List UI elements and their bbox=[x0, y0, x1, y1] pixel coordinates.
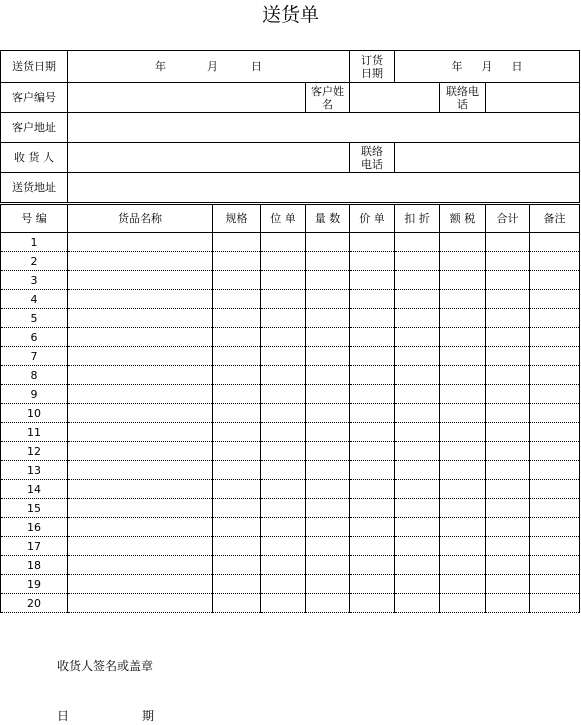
customer-number-field[interactable] bbox=[68, 83, 306, 113]
table-cell[interactable] bbox=[68, 233, 213, 252]
table-row bbox=[1, 271, 580, 290]
row-number: 6 bbox=[1, 328, 68, 347]
column-header: 扣 折 bbox=[395, 205, 440, 233]
table-cell[interactable] bbox=[350, 518, 395, 537]
table-cell[interactable] bbox=[213, 385, 261, 404]
column-header: 位 单 bbox=[261, 205, 306, 233]
table-cell[interactable] bbox=[486, 328, 530, 347]
table-cell[interactable] bbox=[395, 309, 440, 328]
table-cell[interactable] bbox=[68, 537, 213, 556]
date-month-label: 月 bbox=[207, 60, 218, 73]
customer-address-label: 客户地址 bbox=[1, 113, 68, 143]
table-cell[interactable] bbox=[395, 252, 440, 271]
table-cell[interactable] bbox=[68, 252, 213, 271]
table-cell[interactable] bbox=[68, 271, 213, 290]
table-row bbox=[1, 575, 580, 594]
table-cell[interactable] bbox=[306, 423, 350, 442]
table-cell[interactable] bbox=[530, 309, 580, 328]
table-row bbox=[1, 366, 580, 385]
table-cell[interactable] bbox=[306, 556, 350, 575]
delivery-header-table bbox=[0, 50, 580, 203]
table-cell[interactable] bbox=[306, 537, 350, 556]
customer-name-label: 客户姓名 bbox=[306, 83, 350, 113]
table-row bbox=[1, 461, 580, 480]
table-cell[interactable] bbox=[261, 271, 306, 290]
table-cell[interactable] bbox=[486, 575, 530, 594]
table-cell[interactable] bbox=[350, 575, 395, 594]
table-row bbox=[1, 423, 580, 442]
table-cell[interactable] bbox=[350, 480, 395, 499]
column-header: 价 单 bbox=[350, 205, 395, 233]
table-cell[interactable] bbox=[261, 252, 306, 271]
table-cell[interactable] bbox=[68, 461, 213, 480]
table-cell[interactable] bbox=[530, 328, 580, 347]
delivery-date-field[interactable] bbox=[68, 51, 350, 83]
phone-label: 联络电话 bbox=[440, 83, 486, 113]
table-cell[interactable] bbox=[530, 252, 580, 271]
table-cell[interactable] bbox=[395, 537, 440, 556]
delivery-date-label: 送货日期 bbox=[1, 51, 68, 83]
table-cell[interactable] bbox=[530, 233, 580, 252]
table-row bbox=[1, 290, 580, 309]
table-cell[interactable] bbox=[350, 499, 395, 518]
column-header: 备注 bbox=[530, 205, 580, 233]
table-cell[interactable] bbox=[213, 537, 261, 556]
table-cell[interactable] bbox=[306, 252, 350, 271]
signature-label: 收货人签名或盖章 bbox=[57, 659, 154, 673]
table-cell[interactable] bbox=[261, 404, 306, 423]
receiver-label: 收 货 人 bbox=[1, 143, 68, 173]
table-cell[interactable] bbox=[306, 309, 350, 328]
table-cell[interactable] bbox=[395, 385, 440, 404]
table-cell[interactable] bbox=[261, 309, 306, 328]
table-cell[interactable] bbox=[261, 594, 306, 613]
table-cell[interactable] bbox=[261, 518, 306, 537]
table-cell[interactable] bbox=[486, 480, 530, 499]
table-cell[interactable] bbox=[306, 385, 350, 404]
order-date-year-label: 年 bbox=[451, 60, 463, 73]
table-cell[interactable] bbox=[261, 423, 306, 442]
table-row bbox=[1, 518, 580, 537]
table-cell[interactable] bbox=[68, 499, 213, 518]
table-cell[interactable] bbox=[350, 404, 395, 423]
row-number: 20 bbox=[1, 594, 68, 613]
table-cell[interactable] bbox=[486, 309, 530, 328]
table-cell[interactable] bbox=[213, 480, 261, 499]
table-cell[interactable] bbox=[213, 309, 261, 328]
table-cell[interactable] bbox=[395, 423, 440, 442]
table-cell[interactable] bbox=[306, 442, 350, 461]
table-cell[interactable] bbox=[440, 404, 486, 423]
table-cell[interactable] bbox=[350, 385, 395, 404]
table-cell[interactable] bbox=[68, 480, 213, 499]
row-number: 9 bbox=[1, 385, 68, 404]
table-cell[interactable] bbox=[68, 347, 213, 366]
table-row bbox=[1, 537, 580, 556]
footer-date-char-1: 日 bbox=[57, 709, 70, 723]
table-row bbox=[1, 233, 580, 252]
table-cell[interactable] bbox=[68, 385, 213, 404]
table-cell[interactable] bbox=[350, 461, 395, 480]
items-table bbox=[0, 204, 580, 613]
table-cell[interactable] bbox=[68, 556, 213, 575]
table-row bbox=[1, 347, 580, 366]
table-cell[interactable] bbox=[486, 271, 530, 290]
table-cell[interactable] bbox=[486, 404, 530, 423]
table-row bbox=[1, 556, 580, 575]
table-cell[interactable] bbox=[440, 423, 486, 442]
delivery-address-label: 送货地址 bbox=[1, 173, 68, 203]
table-cell[interactable] bbox=[530, 404, 580, 423]
phone-label-2: 联络电话 bbox=[350, 143, 395, 173]
table-cell[interactable] bbox=[68, 366, 213, 385]
row-number: 16 bbox=[1, 518, 68, 537]
footer-date-char-2: 期 bbox=[142, 709, 155, 723]
table-cell[interactable] bbox=[213, 594, 261, 613]
table-cell[interactable] bbox=[395, 575, 440, 594]
table-cell[interactable] bbox=[440, 366, 486, 385]
table-cell[interactable] bbox=[486, 423, 530, 442]
table-cell[interactable] bbox=[530, 499, 580, 518]
row-number: 18 bbox=[1, 556, 68, 575]
table-cell[interactable] bbox=[395, 518, 440, 537]
table-cell[interactable] bbox=[486, 537, 530, 556]
table-cell[interactable] bbox=[530, 347, 580, 366]
table-cell[interactable] bbox=[530, 556, 580, 575]
table-cell[interactable] bbox=[213, 461, 261, 480]
order-date-day-label: 日 bbox=[511, 60, 523, 73]
table-cell[interactable] bbox=[395, 442, 440, 461]
customer-name-field[interactable] bbox=[350, 83, 440, 113]
table-cell[interactable] bbox=[530, 461, 580, 480]
table-cell[interactable] bbox=[306, 233, 350, 252]
table-cell[interactable] bbox=[261, 385, 306, 404]
order-date-field[interactable] bbox=[395, 51, 580, 83]
table-cell[interactable] bbox=[213, 575, 261, 594]
table-cell[interactable] bbox=[350, 271, 395, 290]
row-number: 7 bbox=[1, 347, 68, 366]
column-header: 额 税 bbox=[440, 205, 486, 233]
table-cell[interactable] bbox=[306, 404, 350, 423]
table-cell[interactable] bbox=[530, 594, 580, 613]
table-cell[interactable] bbox=[486, 233, 530, 252]
table-cell[interactable] bbox=[486, 290, 530, 309]
table-cell[interactable] bbox=[261, 347, 306, 366]
table-cell[interactable] bbox=[395, 233, 440, 252]
row-number: 14 bbox=[1, 480, 68, 499]
row-number: 10 bbox=[1, 404, 68, 423]
table-cell[interactable] bbox=[68, 309, 213, 328]
row-number: 12 bbox=[1, 442, 68, 461]
table-cell[interactable] bbox=[486, 366, 530, 385]
table-cell[interactable] bbox=[395, 290, 440, 309]
table-cell[interactable] bbox=[213, 271, 261, 290]
table-cell[interactable] bbox=[213, 290, 261, 309]
table-cell[interactable] bbox=[440, 233, 486, 252]
table-cell[interactable] bbox=[486, 518, 530, 537]
table-cell[interactable] bbox=[440, 518, 486, 537]
table-cell[interactable] bbox=[440, 347, 486, 366]
table-cell[interactable] bbox=[350, 442, 395, 461]
table-cell[interactable] bbox=[213, 328, 261, 347]
table-cell[interactable] bbox=[306, 480, 350, 499]
table-cell[interactable] bbox=[440, 575, 486, 594]
table-cell[interactable] bbox=[68, 594, 213, 613]
table-cell[interactable] bbox=[486, 594, 530, 613]
phone-field[interactable] bbox=[486, 83, 580, 113]
table-cell[interactable] bbox=[395, 594, 440, 613]
table-row bbox=[1, 328, 580, 347]
column-header: 号 编 bbox=[1, 205, 68, 233]
row-number: 15 bbox=[1, 499, 68, 518]
customer-address-field[interactable] bbox=[68, 113, 580, 143]
table-cell[interactable] bbox=[306, 271, 350, 290]
table-cell[interactable] bbox=[350, 328, 395, 347]
row-number: 4 bbox=[1, 290, 68, 309]
table-cell[interactable] bbox=[213, 442, 261, 461]
row-number: 1 bbox=[1, 233, 68, 252]
table-cell[interactable] bbox=[395, 271, 440, 290]
table-cell[interactable] bbox=[350, 309, 395, 328]
table-cell[interactable] bbox=[440, 271, 486, 290]
table-cell[interactable] bbox=[213, 423, 261, 442]
table-cell[interactable] bbox=[261, 328, 306, 347]
table-cell[interactable] bbox=[395, 404, 440, 423]
table-cell[interactable] bbox=[486, 252, 530, 271]
table-cell[interactable] bbox=[440, 594, 486, 613]
table-cell[interactable] bbox=[395, 461, 440, 480]
table-cell[interactable] bbox=[213, 366, 261, 385]
table-cell[interactable] bbox=[261, 290, 306, 309]
table-cell[interactable] bbox=[530, 385, 580, 404]
table-cell[interactable] bbox=[486, 556, 530, 575]
table-cell[interactable] bbox=[395, 366, 440, 385]
column-header: 规格 bbox=[213, 205, 261, 233]
delivery-address-field[interactable] bbox=[68, 173, 580, 203]
table-cell[interactable] bbox=[440, 461, 486, 480]
table-row bbox=[1, 404, 580, 423]
table-cell[interactable] bbox=[486, 442, 530, 461]
column-header: 量 数 bbox=[306, 205, 350, 233]
table-cell[interactable] bbox=[350, 594, 395, 613]
table-cell[interactable] bbox=[350, 233, 395, 252]
table-cell[interactable] bbox=[530, 518, 580, 537]
table-cell[interactable] bbox=[68, 290, 213, 309]
table-cell[interactable] bbox=[306, 575, 350, 594]
table-cell[interactable] bbox=[213, 252, 261, 271]
table-cell[interactable] bbox=[440, 556, 486, 575]
row-number: 8 bbox=[1, 366, 68, 385]
table-cell[interactable] bbox=[68, 442, 213, 461]
order-date-month-label: 月 bbox=[481, 60, 493, 73]
table-cell[interactable] bbox=[261, 537, 306, 556]
date-day-label: 日 bbox=[251, 60, 262, 73]
table-row bbox=[1, 594, 580, 613]
row-number: 2 bbox=[1, 252, 68, 271]
table-cell[interactable] bbox=[440, 385, 486, 404]
table-cell[interactable] bbox=[440, 480, 486, 499]
column-header: 合计 bbox=[486, 205, 530, 233]
table-cell[interactable] bbox=[395, 347, 440, 366]
row-number: 11 bbox=[1, 423, 68, 442]
table-cell[interactable] bbox=[306, 328, 350, 347]
table-cell[interactable] bbox=[530, 575, 580, 594]
table-cell[interactable] bbox=[440, 309, 486, 328]
table-cell[interactable] bbox=[486, 499, 530, 518]
table-cell[interactable] bbox=[486, 385, 530, 404]
table-cell[interactable] bbox=[395, 480, 440, 499]
table-cell[interactable] bbox=[261, 575, 306, 594]
table-cell[interactable] bbox=[213, 233, 261, 252]
table-cell[interactable] bbox=[261, 442, 306, 461]
table-cell[interactable] bbox=[306, 366, 350, 385]
table-cell[interactable] bbox=[350, 423, 395, 442]
table-cell[interactable] bbox=[261, 233, 306, 252]
table-cell[interactable] bbox=[68, 575, 213, 594]
page-title: 送货单 bbox=[261, 4, 319, 26]
table-cell[interactable] bbox=[213, 347, 261, 366]
receiver-field[interactable] bbox=[68, 143, 350, 173]
table-cell[interactable] bbox=[350, 252, 395, 271]
table-cell[interactable] bbox=[530, 366, 580, 385]
table-row bbox=[1, 480, 580, 499]
table-cell[interactable] bbox=[306, 518, 350, 537]
table-cell[interactable] bbox=[440, 290, 486, 309]
table-cell[interactable] bbox=[68, 518, 213, 537]
row-number: 17 bbox=[1, 537, 68, 556]
table-cell[interactable] bbox=[261, 556, 306, 575]
items-column-header-row bbox=[1, 205, 580, 233]
table-row bbox=[1, 499, 580, 518]
table-cell[interactable] bbox=[486, 347, 530, 366]
table-cell[interactable] bbox=[306, 290, 350, 309]
row-number: 19 bbox=[1, 575, 68, 594]
table-cell[interactable] bbox=[350, 537, 395, 556]
table-cell[interactable] bbox=[213, 404, 261, 423]
table-cell[interactable] bbox=[261, 499, 306, 518]
table-cell[interactable] bbox=[530, 423, 580, 442]
table-row bbox=[1, 385, 580, 404]
table-cell[interactable] bbox=[213, 518, 261, 537]
table-cell[interactable] bbox=[213, 556, 261, 575]
table-cell[interactable] bbox=[350, 366, 395, 385]
column-header: 货品名称 bbox=[68, 205, 213, 233]
table-cell[interactable] bbox=[68, 404, 213, 423]
table-cell[interactable] bbox=[440, 252, 486, 271]
row-number: 3 bbox=[1, 271, 68, 290]
table-cell[interactable] bbox=[261, 366, 306, 385]
table-cell[interactable] bbox=[440, 537, 486, 556]
table-cell[interactable] bbox=[350, 556, 395, 575]
table-cell[interactable] bbox=[261, 461, 306, 480]
table-cell[interactable] bbox=[395, 556, 440, 575]
table-cell[interactable] bbox=[350, 290, 395, 309]
table-cell[interactable] bbox=[306, 594, 350, 613]
table-cell[interactable] bbox=[395, 499, 440, 518]
table-cell[interactable] bbox=[440, 499, 486, 518]
row-number: 5 bbox=[1, 309, 68, 328]
table-cell[interactable] bbox=[261, 480, 306, 499]
table-row bbox=[1, 442, 580, 461]
table-cell[interactable] bbox=[530, 271, 580, 290]
table-cell[interactable] bbox=[486, 461, 530, 480]
table-row bbox=[1, 252, 580, 271]
row-number: 13 bbox=[1, 461, 68, 480]
table-cell[interactable] bbox=[530, 290, 580, 309]
table-cell[interactable] bbox=[395, 328, 440, 347]
table-row bbox=[1, 309, 580, 328]
table-cell[interactable] bbox=[68, 328, 213, 347]
table-cell[interactable] bbox=[306, 347, 350, 366]
table-cell[interactable] bbox=[68, 423, 213, 442]
table-cell[interactable] bbox=[306, 461, 350, 480]
order-date-label: 订货日期 bbox=[350, 51, 395, 83]
table-cell[interactable] bbox=[530, 480, 580, 499]
customer-number-label: 客户编号 bbox=[1, 83, 68, 113]
date-year-label: 年 bbox=[155, 60, 166, 73]
table-cell[interactable] bbox=[213, 499, 261, 518]
table-cell[interactable] bbox=[440, 442, 486, 461]
table-cell[interactable] bbox=[530, 537, 580, 556]
phone-field-2[interactable] bbox=[395, 143, 580, 173]
table-cell[interactable] bbox=[350, 347, 395, 366]
table-cell[interactable] bbox=[440, 328, 486, 347]
table-cell[interactable] bbox=[306, 499, 350, 518]
table-cell[interactable] bbox=[530, 442, 580, 461]
